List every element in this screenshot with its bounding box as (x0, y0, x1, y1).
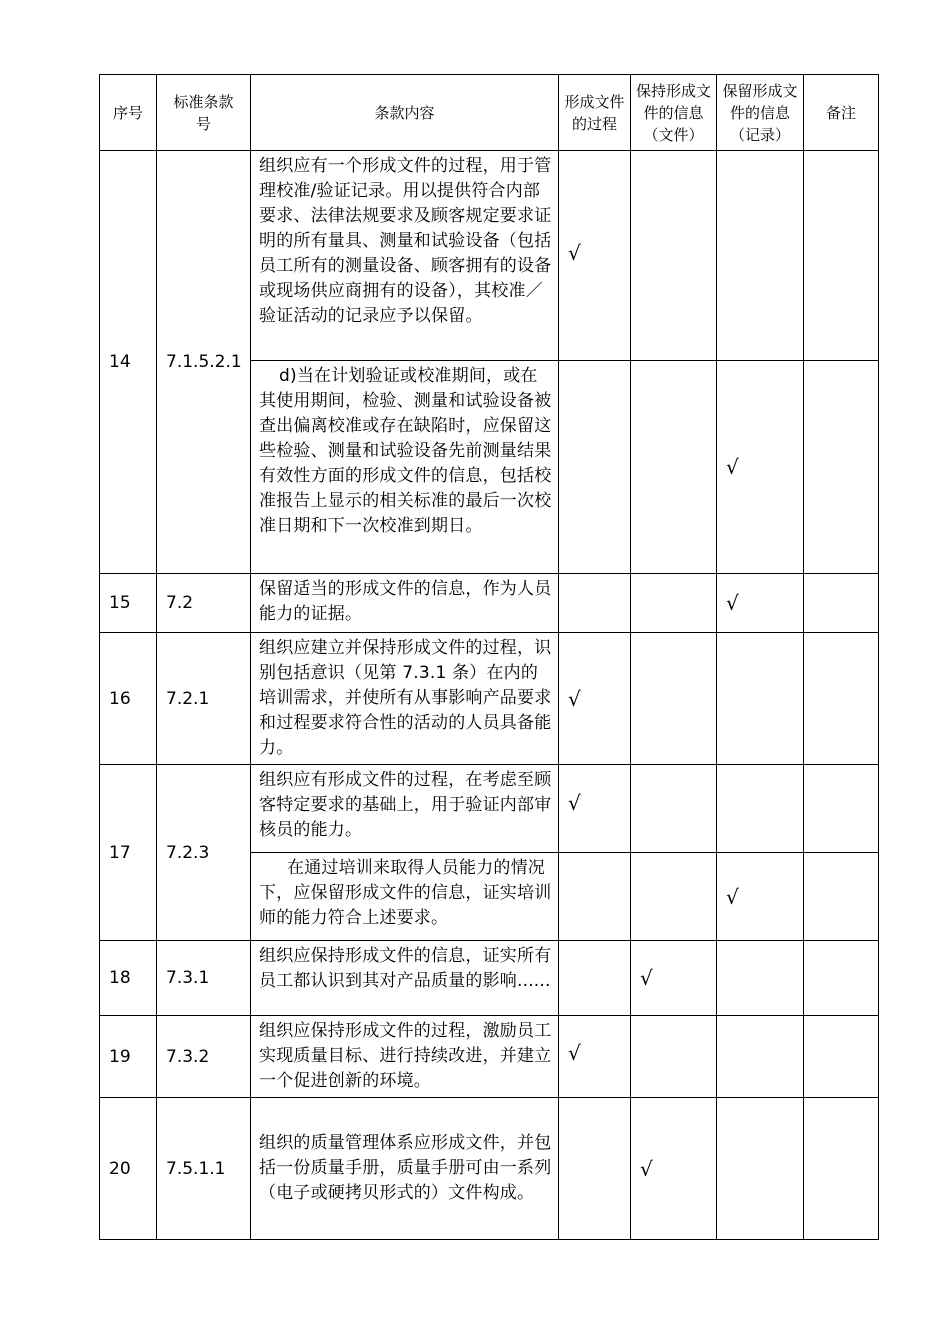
document-table (99, 74, 879, 1240)
table-row (100, 151, 879, 361)
table-row (100, 941, 879, 1016)
row-content: 保留适当的形成文件的信息，作为人员能力的证据。 (251, 574, 559, 633)
row-clause: 7.5.1.1 (157, 1098, 251, 1240)
row-content: 在通过培训来取得人员能力的情况下，应保留形成文件的信息，证实培训师的能力符合上述要求。 (251, 853, 559, 941)
row-content: d)当在计划验证或校准期间，或在其使用期间，检验、测量和试验设备被查出偏离校准或存在缺陷时，应保留这些检验、测量和试验设备先前测量结果有效性方面的形成文件的信息，包括校准报告上显示的相关标准的最后一次校准日期和下一次校准到期日。 (251, 361, 559, 574)
header-note: 备注 (804, 75, 879, 151)
row-seq: 14 (100, 151, 157, 574)
table-row (100, 765, 879, 853)
table-row (100, 633, 879, 765)
table-row (100, 1098, 879, 1240)
row-content: 组织应有形成文件的过程，在考虑至顾客特定要求的基础上，用于验证内部审核员的能力。 (251, 765, 559, 853)
row-clause: 7.3.1 (157, 941, 251, 1016)
header-clause-no: 标准条款号 (157, 75, 251, 151)
row-content: 组织应保持形成文件的信息，证实所有员工都认识到其对产品质量的影响...... (251, 941, 559, 1016)
header-row (100, 75, 879, 151)
check-process: √ (559, 633, 631, 765)
check-retain: √ (717, 361, 804, 574)
row-clause: 7.2.1 (157, 633, 251, 765)
row-seq: 15 (100, 574, 157, 633)
row-clause: 7.2 (157, 574, 251, 633)
check-keep: √ (631, 1098, 717, 1240)
row-content: 组织应建立并保持形成文件的过程，识别包括意识（见第 7.3.1 条）在内的培训需求，并使所有从事影响产品要求和过程要求符合性的活动的人员具备能力。 (251, 633, 559, 765)
row-seq: 17 (100, 765, 157, 941)
check-keep: √ (631, 941, 717, 1016)
check-process: √ (559, 765, 631, 853)
row-content: 组织的质量管理体系应形成文件，并包括一份质量手册，质量手册可由一系列（电子或硬拷贝形式的）文件构成。 (251, 1098, 559, 1240)
check-retain: √ (717, 574, 804, 633)
row-clause: 7.2.3 (157, 765, 251, 941)
header-retain-record: 保留形成文件的信息（记录） (717, 75, 804, 151)
check-process: √ (559, 151, 631, 361)
header-seq: 序号 (100, 75, 157, 151)
header-keep-document: 保持形成文件的信息（文件） (631, 75, 717, 151)
check-process: √ (559, 1016, 631, 1098)
row-clause: 7.1.5.2.1 (157, 151, 251, 574)
row-seq: 16 (100, 633, 157, 765)
row-content: 组织应保持形成文件的过程，激励员工实现质量目标、进行持续改进，并建立一个促进创新的环境。 (251, 1016, 559, 1098)
row-seq: 18 (100, 941, 157, 1016)
check-retain: √ (717, 853, 804, 941)
header-process: 形成文件的过程 (559, 75, 631, 151)
row-clause: 7.3.2 (157, 1016, 251, 1098)
row-seq: 19 (100, 1016, 157, 1098)
table-row (100, 574, 879, 633)
table-row (100, 1016, 879, 1098)
header-content: 条款内容 (251, 75, 559, 151)
row-seq: 20 (100, 1098, 157, 1240)
row-content: 组织应有一个形成文件的过程，用于管理校准/验证记录。用以提供符合内部要求、法律法规要求及顾客规定要求证明的所有量具、测量和试验设备（包括员工所有的测量设备、顾客拥有的设备或现场供应商拥有的设备），其校准／验证活动的记录应予以保留。 (251, 151, 559, 361)
